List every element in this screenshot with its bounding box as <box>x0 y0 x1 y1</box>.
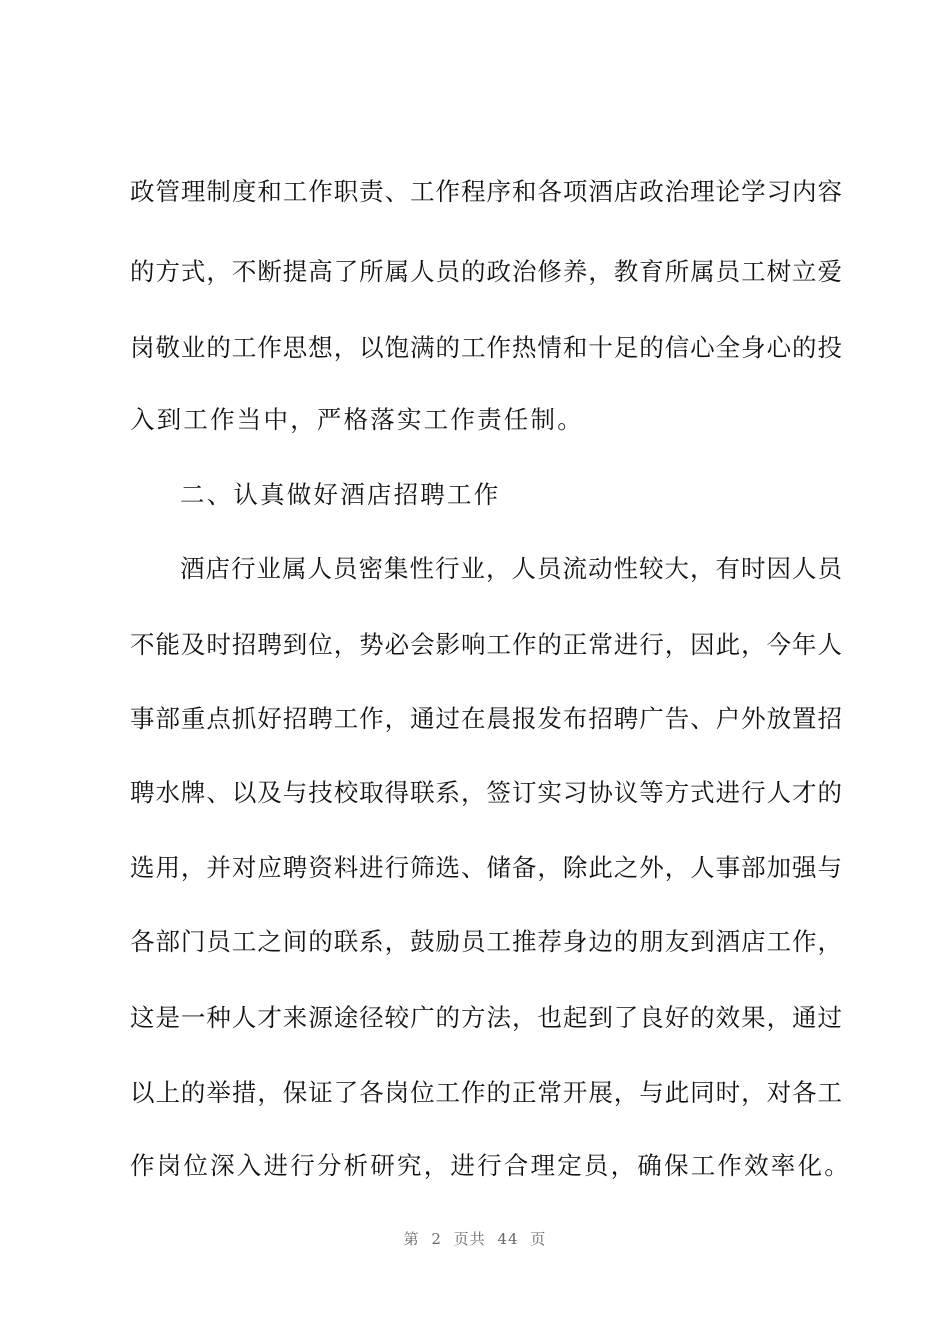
paragraph-line: 选用，并对应聘资料进行筛选、储备，除此之外，人事部加强与 <box>130 853 842 882</box>
paragraph-line: 政管理制度和工作职责、工作程序和各项酒店政治理论学习内容 <box>130 177 842 206</box>
paragraph-line: 以上的举措，保证了各岗位工作的正常开展，与此同时，对各工 <box>130 1078 842 1107</box>
paragraph-line: 入到工作当中，严格落实工作责任制。 <box>130 405 584 434</box>
section-heading: 二、认真做好酒店招聘工作 <box>180 480 501 509</box>
page-number-footer: 第 2 页共 44 页 <box>403 1230 547 1248</box>
paragraph-line: 事部重点抓好招聘工作，通过在晨报发布招聘广告、户外放置招 <box>130 704 842 733</box>
paragraph-line: 作岗位深入进行分析研究，进行合理定员，确保工作效率化。 <box>130 1151 851 1180</box>
paragraph-line: 这是一种人才来源途径较广的方法，也起到了良好的效果，通过 <box>130 1003 842 1032</box>
paragraph-line: 不能及时招聘到位，势必会影响工作的正常进行，因此，今年人 <box>130 630 842 659</box>
paragraph-line: 聘水牌、以及与技校取得联系，签订实习协议等方式进行人才的 <box>130 778 842 807</box>
paragraph-line: 的方式，不断提高了所属人员的政治修养，教育所属员工树立爱 <box>130 257 842 286</box>
paragraph-line: 各部门员工之间的联系，鼓励员工推荐身边的朋友到酒店工作， <box>130 927 842 956</box>
paragraph-line: 酒店行业属人员密集性行业，人员流动性较大，有时因人员 <box>180 554 842 583</box>
paragraph-line: 岗敬业的工作思想，以饱满的工作热情和十足的信心全身心的投 <box>130 333 842 362</box>
